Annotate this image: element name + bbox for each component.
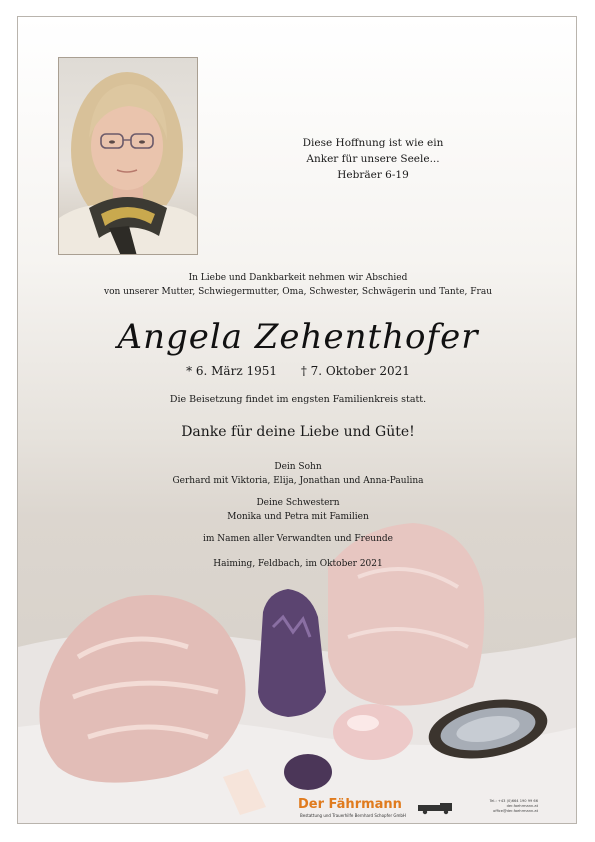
mourners-list bbox=[18, 461, 577, 547]
spacer bbox=[18, 488, 577, 497]
contact-web: der-faehrmann.at bbox=[506, 804, 538, 808]
intro-line-1: In Liebe und Dankbarkeit nehmen wir Abschied bbox=[188, 273, 408, 283]
obituary-card bbox=[17, 16, 577, 824]
verse-reference: Hebräer 6-19 bbox=[337, 169, 409, 181]
thanks-line: Danke für deine Liebe und Güte! bbox=[181, 424, 415, 440]
contact-email: office@der-faehrmann.at bbox=[493, 809, 538, 813]
sisters-title: Deine Schwestern bbox=[256, 498, 340, 508]
brand-logo: Der Fährmann bbox=[298, 797, 402, 812]
spacer bbox=[18, 524, 577, 533]
bible-verse bbox=[273, 135, 473, 183]
deceased-name: Angela Zehenthofer bbox=[117, 317, 479, 357]
son-title: Dein Sohn bbox=[274, 462, 322, 472]
hearse-icon bbox=[416, 801, 456, 815]
contact-block bbox=[458, 799, 538, 814]
sisters-names: Monika und Petra mit Familien bbox=[227, 511, 369, 522]
portrait-photo bbox=[58, 57, 198, 255]
brand-subtitle: Bestattung und Trauerhilfe Bernhard Schopfer GmbH bbox=[300, 813, 406, 818]
place-date: Haiming, Feldbach, im Oktober 2021 bbox=[213, 559, 383, 569]
birth-date: * 6. März 1951 bbox=[186, 364, 277, 378]
death-date: † 7. Oktober 2021 bbox=[300, 364, 410, 378]
verse-line-2: Anker für unsere Seele... bbox=[306, 153, 440, 165]
son-names: Gerhard mit Viktoria, Elija, Jonathan und Anna-Paulina bbox=[172, 475, 424, 486]
relatives-line: im Namen aller Verwandten und Freunde bbox=[203, 534, 393, 544]
contact-phone: Tel.: +43 (0)664 190 99 66 bbox=[489, 799, 538, 803]
farewell-intro bbox=[18, 271, 577, 299]
portrait-illustration bbox=[59, 58, 198, 255]
life-dates bbox=[18, 364, 577, 378]
verse-line-1: Diese Hoffnung ist wie ein bbox=[302, 137, 444, 149]
funeral-note: Die Beisetzung findet im engsten Familienkreis statt. bbox=[169, 394, 427, 405]
intro-line-2: von unserer Mutter, Schwiegermutter, Oma, Schwester, Schwägerin und Tante, Frau bbox=[103, 287, 492, 297]
